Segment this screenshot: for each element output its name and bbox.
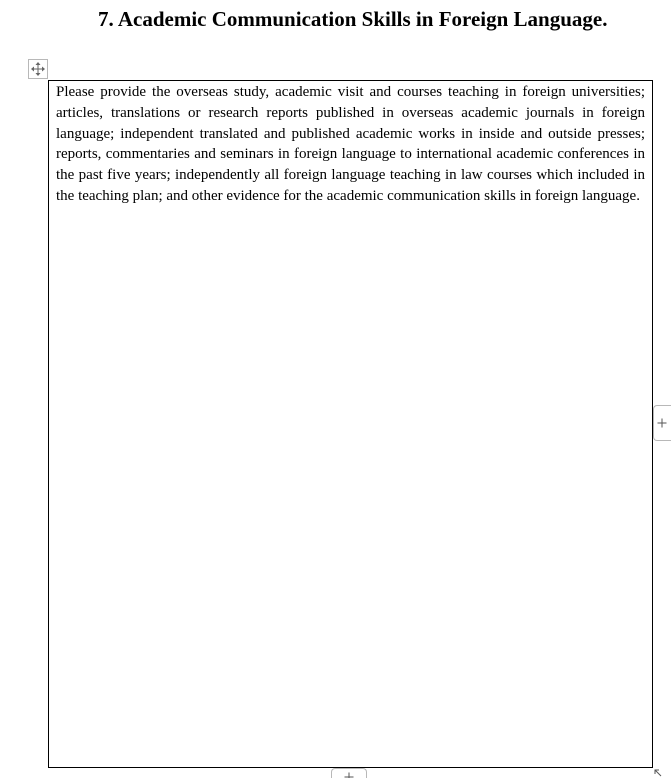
plus-icon	[657, 418, 667, 428]
resize-arrow-icon	[652, 767, 664, 779]
section-heading: 7. Academic Communication Skills in Foreign Language.	[98, 7, 608, 31]
cell-instructions-text[interactable]: Please provide the overseas study, academic visit and courses teaching in foreign universities; articles, translations or research reports published in overseas academic journals in foreign language; independent translated and published academic works in inside and outside presses; reports, commentaries and seminars in foreign language to international academic conferences in the past five years; independently all foreign language teaching in law courses which included in the teaching plan; and other evidence for the academic communication skills in foreign language.	[56, 84, 645, 204]
four-way-arrow-icon	[30, 61, 46, 77]
add-column-button[interactable]	[653, 405, 671, 441]
table-cell[interactable]	[48, 80, 653, 768]
table-resize-handle[interactable]	[652, 766, 664, 778]
add-row-button[interactable]	[331, 768, 367, 778]
plus-icon	[344, 772, 354, 778]
table-move-handle[interactable]	[28, 59, 48, 79]
